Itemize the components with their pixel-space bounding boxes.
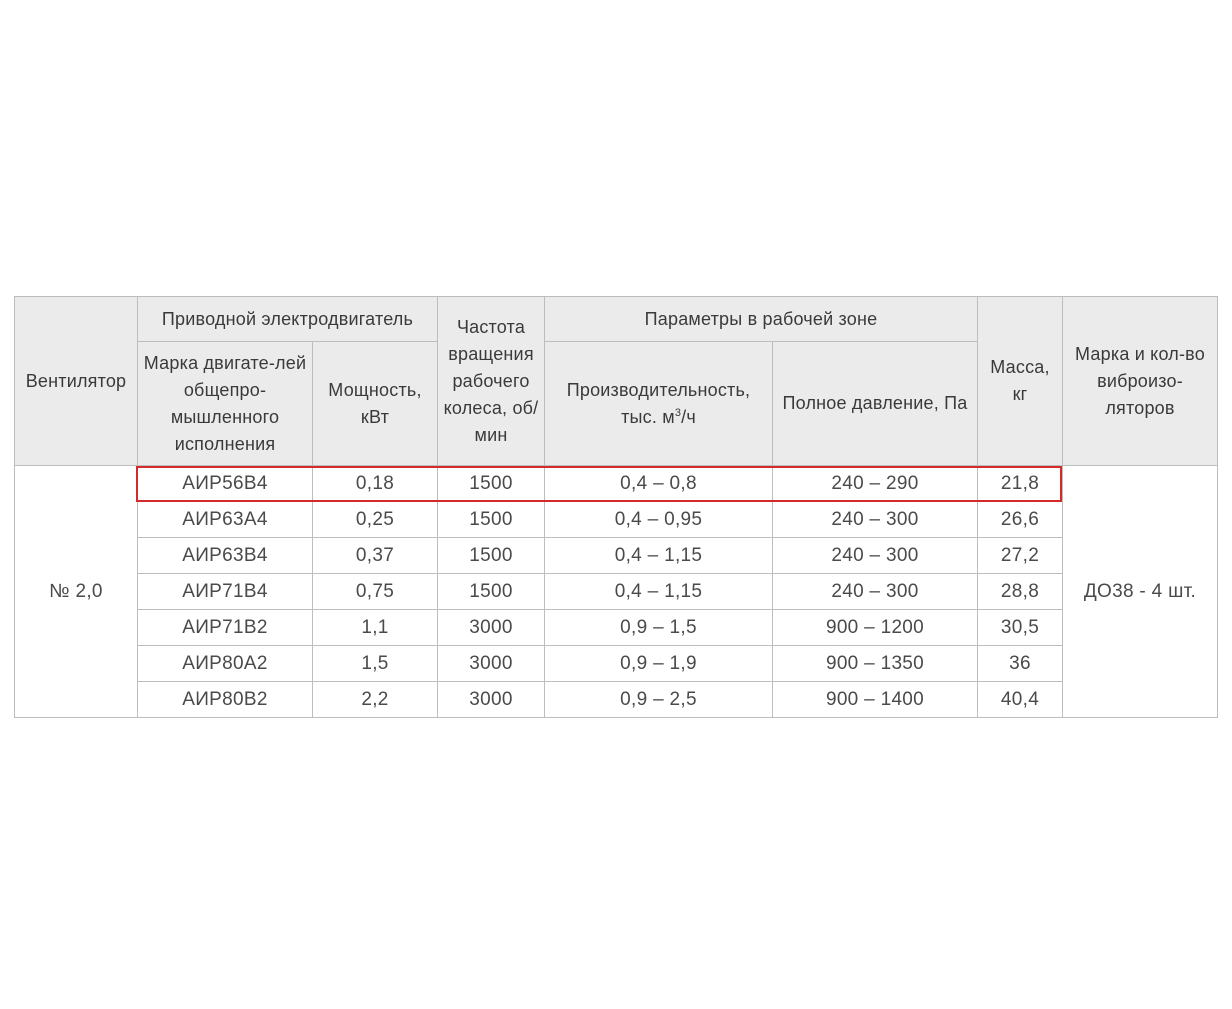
power-cell: 1,5 bbox=[313, 646, 438, 682]
speed-cell: 1500 bbox=[438, 466, 545, 502]
mass-cell: 28,8 bbox=[978, 574, 1063, 610]
pressure-cell: 240 – 290 bbox=[773, 466, 978, 502]
pressure-cell: 900 – 1400 bbox=[773, 682, 978, 718]
header-capacity-sup: 3 bbox=[674, 406, 682, 419]
capacity-cell: 0,4 – 0,95 bbox=[545, 502, 773, 538]
header-fan: Вентилятор bbox=[15, 297, 138, 466]
header-capacity-suffix: /ч bbox=[681, 406, 696, 427]
speed-cell: 3000 bbox=[438, 646, 545, 682]
table-row bbox=[15, 466, 1218, 502]
motor-cell: АИР71В2 bbox=[138, 610, 313, 646]
header-capacity bbox=[545, 342, 773, 466]
capacity-cell: 0,9 – 1,5 bbox=[545, 610, 773, 646]
power-cell: 1,1 bbox=[313, 610, 438, 646]
speed-cell: 3000 bbox=[438, 610, 545, 646]
capacity-cell: 0,4 – 1,15 bbox=[545, 538, 773, 574]
mass-cell: 40,4 bbox=[978, 682, 1063, 718]
header-power: Мощность, кВт bbox=[313, 342, 438, 466]
pressure-cell: 240 – 300 bbox=[773, 502, 978, 538]
table-body bbox=[15, 466, 1218, 718]
power-cell: 0,18 bbox=[313, 466, 438, 502]
header-drive-motor-group: Приводной электродвигатель bbox=[138, 297, 438, 342]
header-isolators: Марка и кол-во виброизо-ляторов bbox=[1063, 297, 1218, 466]
pressure-cell: 900 – 1200 bbox=[773, 610, 978, 646]
power-cell: 0,37 bbox=[313, 538, 438, 574]
header-motor-brand: Марка двигате-лей общепро-мышленного исполнения bbox=[138, 342, 313, 466]
fan-cell: № 2,0 bbox=[15, 466, 138, 718]
pressure-cell: 240 – 300 bbox=[773, 538, 978, 574]
mass-cell: 27,2 bbox=[978, 538, 1063, 574]
motor-cell: АИР71В4 bbox=[138, 574, 313, 610]
power-cell: 0,75 bbox=[313, 574, 438, 610]
speed-cell: 1500 bbox=[438, 502, 545, 538]
capacity-cell: 0,4 – 1,15 bbox=[545, 574, 773, 610]
mass-cell: 36 bbox=[978, 646, 1063, 682]
fan-spec-table bbox=[14, 296, 1218, 718]
table-row bbox=[15, 538, 1218, 574]
table-row bbox=[15, 574, 1218, 610]
motor-cell: АИР63В4 bbox=[138, 538, 313, 574]
speed-cell: 1500 bbox=[438, 538, 545, 574]
capacity-cell: 0,9 – 1,9 bbox=[545, 646, 773, 682]
isolators-cell: ДО38 - 4 шт. bbox=[1063, 466, 1218, 718]
table-row bbox=[15, 502, 1218, 538]
capacity-cell: 0,4 – 0,8 bbox=[545, 466, 773, 502]
motor-cell: АИР56В4 bbox=[138, 466, 313, 502]
power-cell: 2,2 bbox=[313, 682, 438, 718]
mass-cell: 30,5 bbox=[978, 610, 1063, 646]
motor-cell: АИР63А4 bbox=[138, 502, 313, 538]
table-row bbox=[15, 646, 1218, 682]
header-capacity-prefix: Производительность, тыс. м bbox=[566, 379, 751, 427]
mass-cell: 26,6 bbox=[978, 502, 1063, 538]
header-rotation-speed: Частота вращения рабочего колеса, об/мин bbox=[438, 297, 545, 466]
header-mass: Масса, кг bbox=[978, 297, 1063, 466]
mass-cell: 21,8 bbox=[978, 466, 1063, 502]
capacity-cell: 0,9 – 2,5 bbox=[545, 682, 773, 718]
table-row bbox=[15, 682, 1218, 718]
power-cell: 0,25 bbox=[313, 502, 438, 538]
header-work-zone-group: Параметры в рабочей зоне bbox=[545, 297, 978, 342]
table-header bbox=[15, 297, 1218, 466]
motor-cell: АИР80В2 bbox=[138, 682, 313, 718]
pressure-cell: 240 – 300 bbox=[773, 574, 978, 610]
header-pressure: Полное давление, Па bbox=[773, 342, 978, 466]
motor-cell: АИР80А2 bbox=[138, 646, 313, 682]
pressure-cell: 900 – 1350 bbox=[773, 646, 978, 682]
speed-cell: 3000 bbox=[438, 682, 545, 718]
table-row bbox=[15, 610, 1218, 646]
speed-cell: 1500 bbox=[438, 574, 545, 610]
